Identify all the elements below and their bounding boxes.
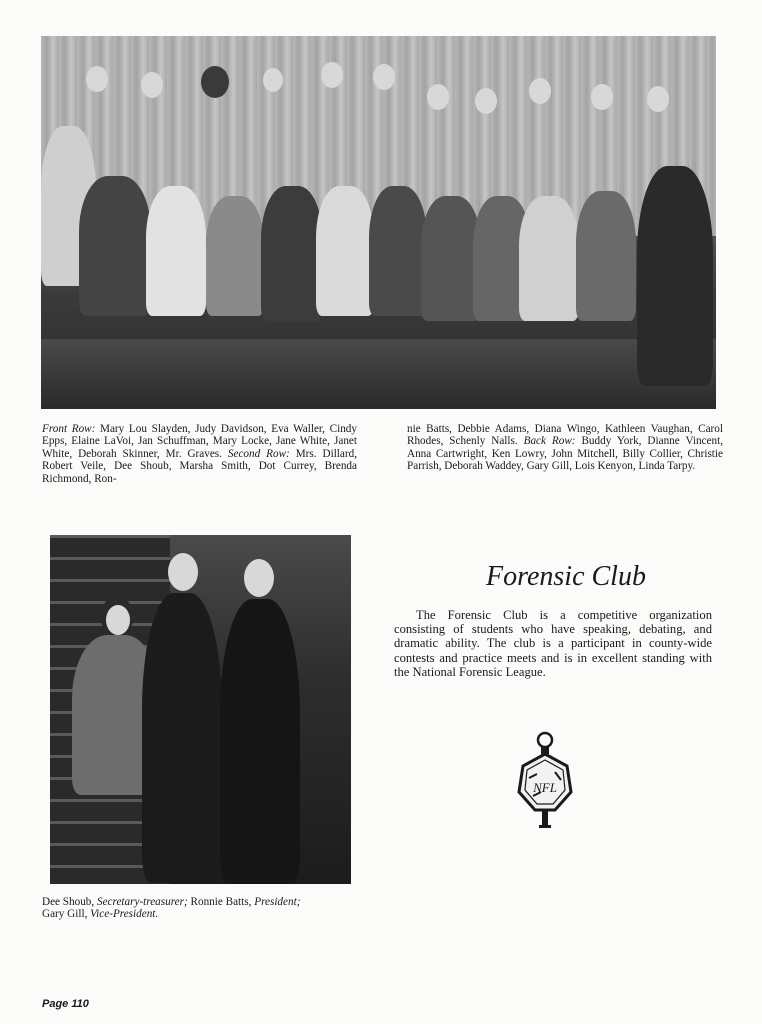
club-description: The Forensic Club is a competitive organization consisting of students who have speaking, debating, and dramatic ability. The club is a participant in county-wide contests and practice meets and is in excellent standing with the National Forensic League. [394,608,712,679]
club-title: Forensic Club [486,561,646,592]
officers-photo [50,535,351,884]
emblem-lettering: NFL [533,780,557,795]
page-number: Page 110 [42,998,89,1010]
officers-caption: Dee Shoub, Secretary-treasurer; Ronnie Batts, President; Gary Gill, Vice-President. [42,896,301,921]
stage-floor [41,339,716,409]
group-caption-left: Front Row: Mary Lou Slayden, Judy Davidson, Eva Waller, Cindy Epps, Elaine LaVoi, Jan Schuffman, Mary Locke, Jane White, Janet White, Deborah Skinner, Mr. Graves. Second Row: Mrs. Dillard, Robert Veile, Dee Shoub, Marsha Smith, Dot Currey, Brenda Richmond, Ron- [42,423,357,485]
group-caption-right: nie Batts, Debbie Adams, Diana Wingo, Kathleen Vaughan, Carol Rhodes, Schenly Nalls. Back Row: Buddy York, Dianne Vincent, Anna Cartwright, Ken Lowry, John Mitchell, Billy Collier, Christie Parrish, Deborah Waddey, Gary Gill, Lois Kenyon, Linda Tarpy. [407,423,723,473]
forensic-key-emblem-icon [515,730,575,834]
group-photo [41,36,716,409]
